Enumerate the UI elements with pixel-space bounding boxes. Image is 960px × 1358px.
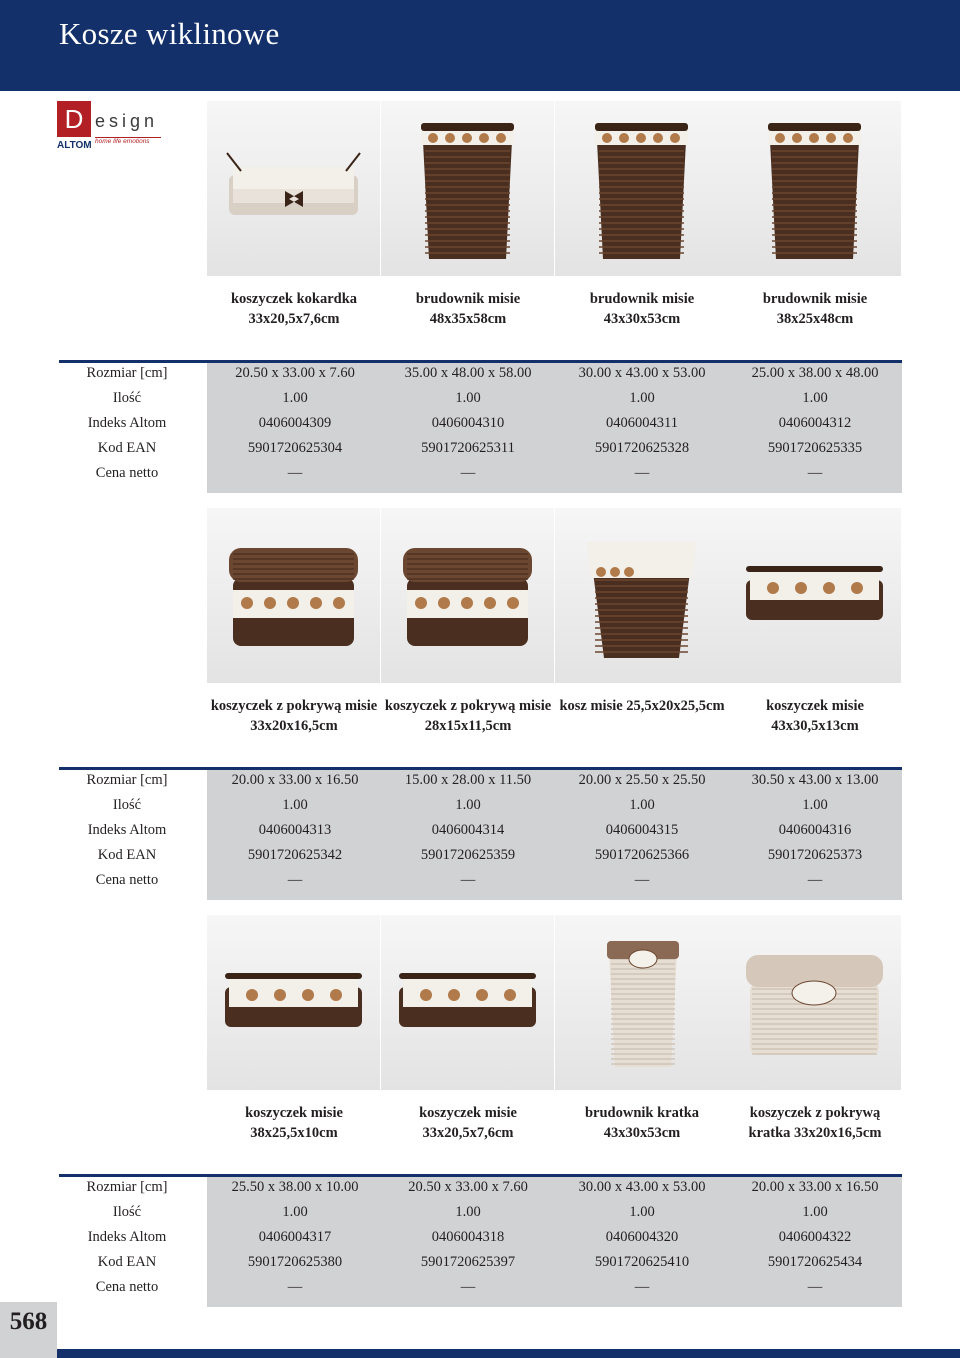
product-name [381, 696, 555, 736]
spec-ean: 5901720625304 [247, 440, 343, 456]
spec-price: — [287, 465, 303, 481]
spec-quantity: 1.00 [629, 1204, 655, 1220]
spec-label: Ilość [112, 797, 142, 813]
product-photo [728, 508, 901, 683]
product-name-line1: brudownik misie [762, 291, 868, 307]
spec-size: 30.00 x 43.00 x 53.00 [578, 365, 706, 381]
spec-index: 0406004314 [431, 822, 505, 838]
product-photos [207, 101, 901, 276]
spec-price: — [807, 1279, 823, 1295]
page-title: Kosze wiklinowe [59, 16, 280, 51]
product-name-line1: brudownik kratka [584, 1105, 700, 1121]
bottom-bar [57, 1349, 960, 1358]
spec-ean: 5901720625335 [767, 440, 863, 456]
spec-index: 0406004318 [431, 1229, 505, 1245]
spec-label: Rozmiar [cm] [86, 365, 168, 381]
basket-illustration [381, 915, 554, 1090]
spec-ean: 5901720625380 [247, 1254, 343, 1270]
spec-ean: 5901720625373 [767, 847, 863, 863]
spec-price: — [807, 872, 823, 888]
basket-illustration [207, 101, 380, 276]
design-altom-logo [57, 101, 167, 151]
spec-index: 0406004310 [431, 415, 505, 431]
spec-size: 20.50 x 33.00 x 7.60 [408, 1179, 528, 1195]
basket-illustration [555, 508, 728, 683]
logo-word: esign [95, 111, 159, 131]
product-photo [728, 101, 901, 276]
product-name-line2: 28x15x11,5cm [424, 718, 512, 734]
product-name-line2: 43x30x53cm [603, 311, 681, 327]
basket-illustration [207, 508, 380, 683]
product-photos [207, 508, 901, 683]
product-name-line2: 33x20,5x7,6cm [422, 1125, 514, 1141]
logo-letter: D [57, 101, 91, 137]
spec-size: 30.50 x 43.00 x 13.00 [751, 772, 879, 788]
product-name [207, 1103, 381, 1143]
product-name [207, 696, 381, 736]
basket-illustration [555, 101, 728, 276]
product-photo [555, 915, 728, 1090]
spec-size: 20.50 x 33.00 x 7.60 [235, 365, 355, 381]
spec-index: 0406004313 [258, 822, 332, 838]
spec-quantity: 1.00 [802, 797, 828, 813]
spec-index: 0406004320 [605, 1229, 679, 1245]
spec-label: Ilość [112, 390, 142, 406]
spec-size: 30.00 x 43.00 x 53.00 [578, 1179, 706, 1195]
spec-index: 0406004309 [258, 415, 332, 431]
spec-price: — [634, 465, 650, 481]
product-name-line2: 48x35x58cm [429, 311, 507, 327]
spec-size: 15.00 x 28.00 x 11.50 [404, 772, 532, 788]
product-name [728, 696, 902, 736]
product-name-line1: koszyczek misie [245, 1105, 343, 1121]
product-name-line2: 43x30x53cm [603, 1125, 681, 1141]
spec-quantity: 1.00 [802, 1204, 828, 1220]
spec-label: Cena netto [95, 465, 159, 481]
product-name [555, 289, 729, 329]
basket-illustration [728, 101, 901, 276]
spec-ean: 5901720625328 [594, 440, 690, 456]
product-photo [207, 508, 380, 683]
product-name-line1: brudownik misie [415, 291, 521, 307]
spec-label: Kod EAN [97, 440, 157, 456]
product-photo [555, 101, 728, 276]
product-name-line1: kosz misie 25,5x20x25,5cm [559, 698, 725, 714]
spec-index: 0406004316 [778, 822, 852, 838]
spec-ean: 5901720625366 [594, 847, 690, 863]
product-photo [381, 915, 554, 1090]
page-number: 568 [9, 1308, 48, 1335]
basket-illustration [555, 915, 728, 1090]
spec-label: Cena netto [95, 872, 159, 888]
spec-label: Kod EAN [97, 1254, 157, 1270]
spec-size: 20.00 x 33.00 x 16.50 [751, 1179, 879, 1195]
spec-label: Indeks Altom [87, 415, 167, 431]
spec-quantity: 1.00 [455, 390, 481, 406]
product-photos [207, 915, 901, 1090]
spec-size: 20.00 x 33.00 x 16.50 [231, 772, 359, 788]
spec-price: — [634, 872, 650, 888]
spec-label: Indeks Altom [87, 822, 167, 838]
product-name [728, 1103, 902, 1143]
product-name [555, 1103, 729, 1143]
page-header [0, 0, 960, 91]
spec-size: 35.00 x 48.00 x 58.00 [404, 365, 532, 381]
spec-price: — [807, 465, 823, 481]
spec-quantity: 1.00 [629, 390, 655, 406]
spec-size: 25.00 x 38.00 x 48.00 [751, 365, 879, 381]
product-photo [555, 508, 728, 683]
product-name-line2: 33x20,5x7,6cm [248, 311, 340, 327]
product-name-line1: koszyczek misie [419, 1105, 517, 1121]
spec-quantity: 1.00 [455, 1204, 481, 1220]
basket-illustration [381, 508, 554, 683]
product-name-line2: 43x30,5x13cm [771, 718, 859, 734]
product-name [381, 1103, 555, 1143]
product-name-line1: koszyczek z pokrywą [749, 1105, 881, 1121]
product-photo [207, 101, 380, 276]
spec-size: 20.00 x 25.50 x 25.50 [578, 772, 706, 788]
basket-illustration [728, 915, 901, 1090]
spec-ean: 5901720625342 [247, 847, 343, 863]
spec-quantity: 1.00 [282, 1204, 308, 1220]
product-name-line1: koszyczek z pokrywą misie [210, 698, 378, 714]
product-name-line2: 33x20x16,5cm [250, 718, 338, 734]
product-photo [381, 508, 554, 683]
product-photo [381, 101, 554, 276]
product-name-line2: kratka 33x20x16,5cm [748, 1125, 882, 1141]
product-name-line1: koszyczek misie [766, 698, 864, 714]
spec-index: 0406004311 [606, 415, 678, 431]
spec-label: Indeks Altom [87, 1229, 167, 1245]
product-name [728, 289, 902, 329]
product-name [555, 696, 729, 716]
product-photo [207, 915, 380, 1090]
spec-size: 25.50 x 38.00 x 10.00 [231, 1179, 359, 1195]
spec-label: Ilość [112, 1204, 142, 1220]
spec-ean: 5901720625359 [420, 847, 516, 863]
basket-illustration [207, 915, 380, 1090]
spec-quantity: 1.00 [282, 797, 308, 813]
spec-index: 0406004317 [258, 1229, 332, 1245]
spec-index: 0406004315 [605, 822, 679, 838]
spec-ean: 5901720625311 [421, 440, 515, 456]
spec-price: — [460, 465, 476, 481]
basket-illustration [381, 101, 554, 276]
spec-label: Rozmiar [cm] [86, 772, 168, 788]
spec-quantity: 1.00 [629, 797, 655, 813]
spec-ean: 5901720625434 [767, 1254, 863, 1270]
spec-price: — [287, 1279, 303, 1295]
spec-quantity: 1.00 [282, 390, 308, 406]
product-name-line1: brudownik misie [589, 291, 695, 307]
spec-quantity: 1.00 [455, 797, 481, 813]
logo-brand: ALTOM [57, 140, 92, 151]
spec-label: Kod EAN [97, 847, 157, 863]
logo-tagline: home life emotions [95, 138, 150, 145]
spec-ean: 5901720625410 [594, 1254, 690, 1270]
product-photo [728, 915, 901, 1090]
product-name [381, 289, 555, 329]
product-name-line1: koszyczek z pokrywą misie [384, 698, 552, 714]
spec-index: 0406004322 [778, 1229, 852, 1245]
spec-ean: 5901720625397 [420, 1254, 516, 1270]
spec-quantity: 1.00 [802, 390, 828, 406]
spec-price: — [460, 872, 476, 888]
product-name [207, 289, 381, 329]
spec-price: — [634, 1279, 650, 1295]
spec-price: — [287, 872, 303, 888]
spec-index: 0406004312 [778, 415, 852, 431]
basket-illustration [728, 508, 901, 683]
product-name-line2: 38x25,5x10cm [250, 1125, 338, 1141]
spec-price: — [460, 1279, 476, 1295]
product-name-line1: koszyczek kokardka [230, 291, 358, 307]
spec-label: Rozmiar [cm] [86, 1179, 168, 1195]
spec-label: Cena netto [95, 1279, 159, 1295]
product-name-line2: 38x25x48cm [776, 311, 854, 327]
